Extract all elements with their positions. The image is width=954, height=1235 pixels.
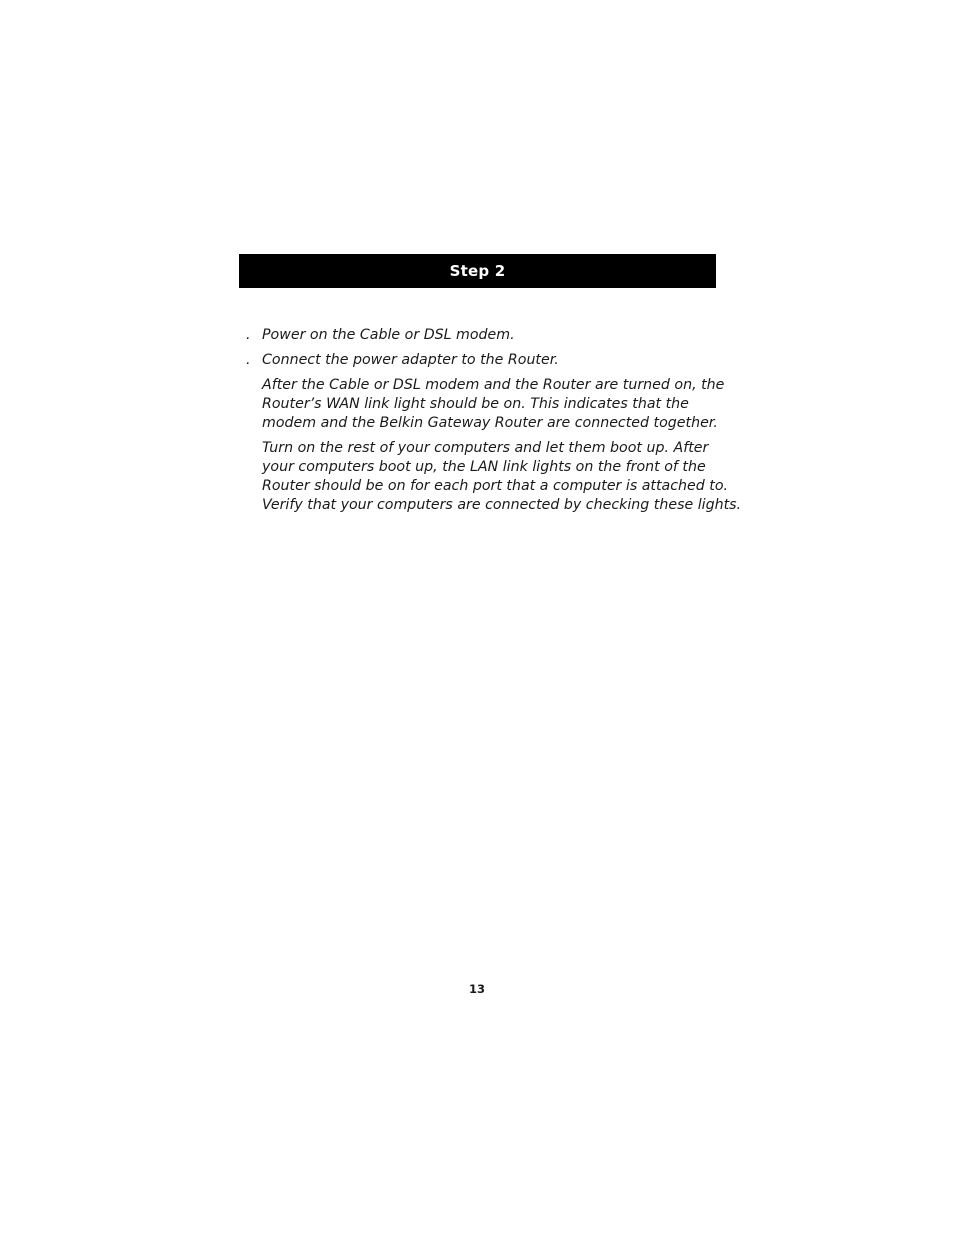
paragraph-line: modem and the Belkin Gateway Router are connected together. bbox=[262, 415, 718, 431]
step-item bbox=[246, 351, 716, 370]
step-item bbox=[246, 326, 716, 345]
section-header-bar bbox=[239, 254, 716, 288]
step-text: Connect the power adapter to the Router. bbox=[262, 352, 559, 368]
info-paragraph-wan-light bbox=[262, 376, 725, 433]
paragraph-line: your computers boot up, the LAN link lights on the front of the bbox=[262, 459, 706, 475]
paragraph-line: Router’s WAN link light should be on. This indicates that the bbox=[262, 396, 689, 412]
paragraph-line: Router should be on for each port that a computer is attached to. bbox=[262, 478, 729, 494]
instructions-content bbox=[246, 326, 742, 521]
section-title: Step 2 bbox=[449, 262, 506, 280]
paragraph-line: After the Cable or DSL modem and the Router are turned on, the bbox=[262, 377, 725, 393]
paragraph-line: Turn on the rest of your computers and let them boot up. After bbox=[262, 440, 709, 456]
step-marker: . bbox=[246, 352, 251, 368]
info-paragraph-lan-lights bbox=[262, 439, 742, 515]
paragraph-line: Verify that your computers are connected by checking these lights. bbox=[262, 497, 742, 513]
step-text: Power on the Cable or DSL modem. bbox=[262, 327, 515, 343]
page-number: 13 bbox=[468, 982, 485, 996]
step-marker: . bbox=[246, 327, 251, 343]
